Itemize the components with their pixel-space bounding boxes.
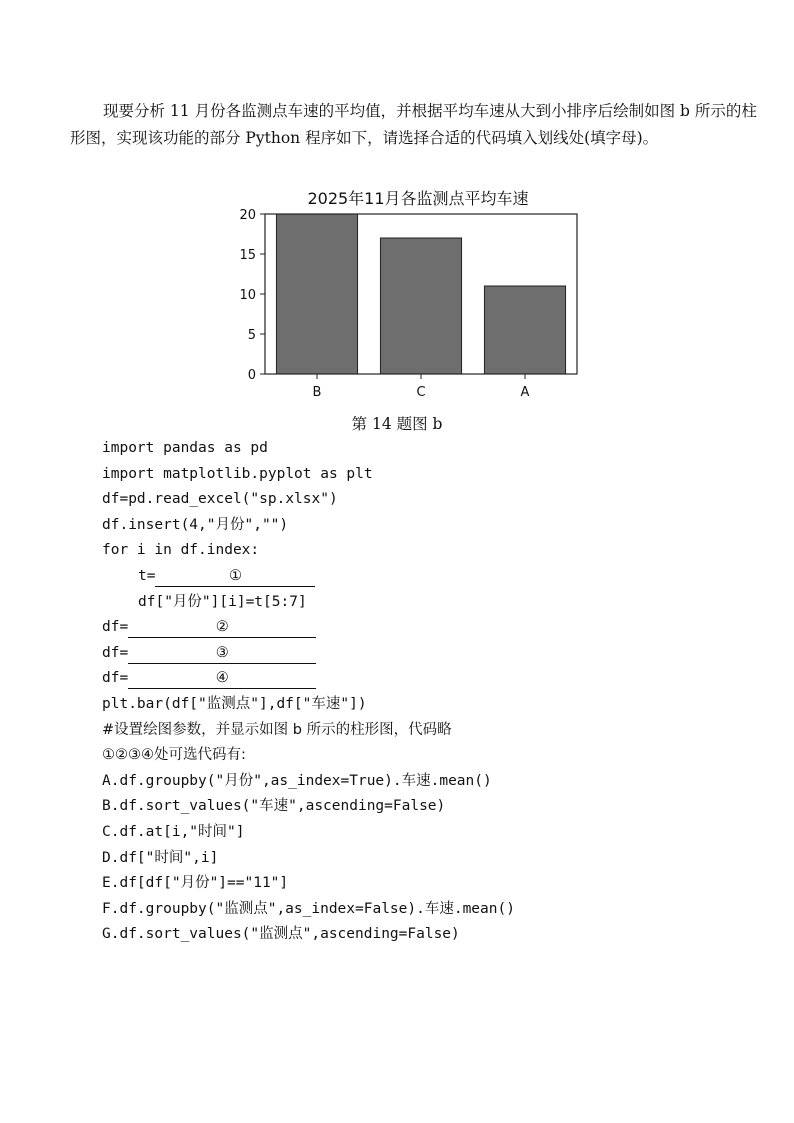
option-c: C.df.at[i,"时间"] — [102, 823, 245, 840]
option-f: F.df.groupby("监测点",as_index=False).车速.mean() — [102, 900, 515, 917]
bar-B — [276, 214, 357, 374]
code-line-4: df.insert(4,"月份","") — [102, 516, 289, 533]
bar-C — [380, 238, 461, 374]
blank-2-prefix: df= — [102, 619, 129, 636]
code-line-9 — [102, 641, 762, 667]
code-line-6 — [102, 564, 762, 590]
x-tick-label-C: C — [416, 385, 426, 400]
option-b: B.df.sort_values("车速",ascending=False) — [102, 798, 446, 815]
code-line-2: import matplotlib.pyplot as plt — [102, 465, 373, 482]
code-line-1: import pandas as pd — [102, 440, 268, 456]
blank-4-prefix: df= — [102, 670, 129, 687]
y-tick-label-20: 20 — [239, 208, 256, 223]
code-line-3: df=pd.read_excel("sp.xlsx") — [102, 491, 338, 508]
blank-3-prefix: df= — [102, 644, 129, 661]
option-d: D.df["时间",i] — [102, 849, 219, 866]
blank-2: ② — [128, 617, 316, 638]
x-tick-label-A: A — [520, 385, 530, 400]
y-tick-label-10: 10 — [239, 288, 256, 303]
code-line-8 — [102, 615, 762, 641]
y-tick-label-0: 0 — [247, 368, 256, 383]
option-e: E.df[df["月份"]=="11"] — [102, 875, 289, 892]
option-a: A.df.groupby("月份",as_index=True).车速.mean() — [102, 772, 492, 789]
figure-caption: 第 14 题图 b — [351, 415, 443, 433]
code-line-12: #设置绘图参数，并显示如图 b 所示的柱形图，代码略 — [102, 721, 452, 738]
bar-chart — [225, 205, 585, 405]
code-block — [102, 436, 762, 948]
code-line-11: plt.bar(df["监测点"],df["车速"]) — [102, 695, 367, 712]
blank-1: ① — [155, 566, 315, 587]
blank-4: ④ — [128, 668, 316, 689]
code-line-6-prefix: t= — [138, 567, 156, 584]
code-line-7: df["月份"][i]=t[5:7] — [138, 593, 307, 610]
blank-3: ③ — [128, 643, 316, 664]
options-header: ①②③④处可选代码有: — [102, 747, 246, 764]
y-tick-label-15: 15 — [239, 248, 256, 263]
chart-title: 2025年11月各监测点平均车速 — [307, 189, 529, 208]
y-tick-label-5: 5 — [247, 328, 256, 343]
code-line-5: for i in df.index: — [102, 542, 260, 559]
x-tick-label-B: B — [312, 385, 322, 400]
option-g: G.df.sort_values("监测点",ascending=False) — [102, 926, 460, 943]
code-line-10 — [102, 666, 762, 692]
bar-A — [484, 286, 565, 374]
question-intro: 现要分析 11 月份各监测点车速的平均值，并根据平均车速从大到小排序后绘制如图 b 所示的柱形图，实现该功能的部分 Python 程序如下，请选择合适的代码填入划线处(填字母)。 — [70, 102, 757, 147]
